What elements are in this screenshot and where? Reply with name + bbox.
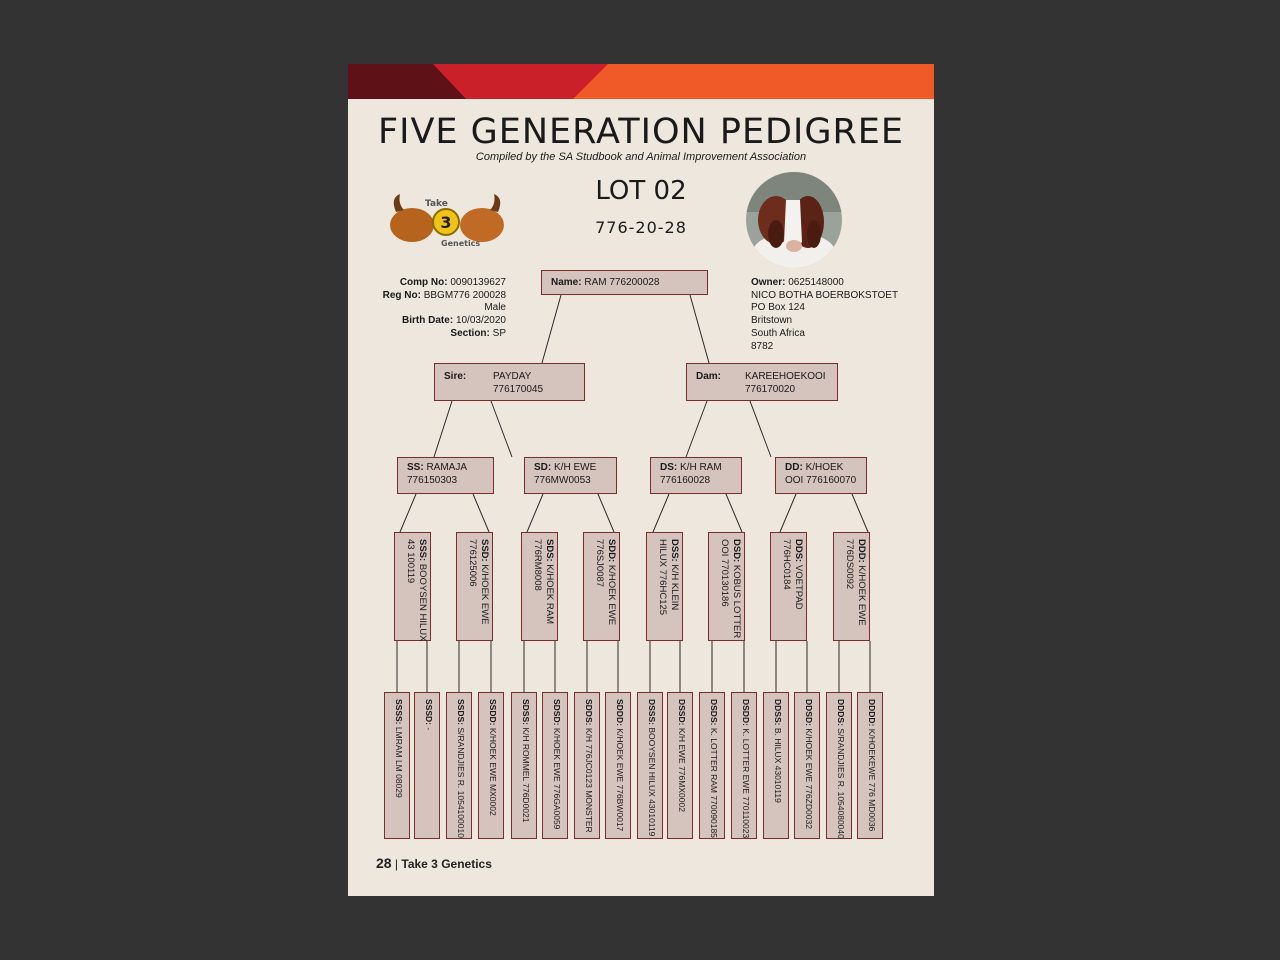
dam-box: Dam: KAREEHOEKOOI 776170020 (686, 363, 838, 401)
gen3-sdd-box: SDD: K/HOEK EWE 776SJ0087 (583, 532, 620, 641)
gen2-ds-box: DS: K/H RAM 776160028 (650, 457, 742, 494)
gen3-ssd-box: SSD: K/HOEK EWE 776125006 (456, 532, 493, 641)
gen3-dds-box: DDS: VOETPAD 776HC0184 (770, 532, 807, 641)
animal-name-box: Name: RAM 776200028 (541, 270, 708, 295)
owner-name: NICO BOTHA BOERBOKSTOET (751, 289, 899, 301)
owner-address-line: PO Box 124 (751, 302, 805, 314)
page-subtitle: Compiled by the SA Studbook and Animal Improvement Association (475, 151, 807, 163)
gen4-dssd-box: DSSD: K/H EWE 776MX0002 (667, 692, 693, 839)
gen3-dss-box: DSS: K/H KLEIN HILUX 776HC125 (646, 532, 683, 641)
owner-address-line: Britstown (751, 315, 793, 327)
sex-row: Male (484, 302, 506, 314)
gen4-ddss-box: DDSS: B. HILUX 43010119 (763, 692, 789, 839)
page-footer (376, 855, 492, 871)
svg-text:Genetics: Genetics (441, 239, 481, 248)
gen4-dsdd-box: DSDD: K. LOTTER EWE 770110023 (731, 692, 757, 839)
brochure-page (348, 64, 934, 896)
comp-number-row: Comp No: 0090139627 (399, 277, 506, 288)
gen3-ddd-box: DDD: K/HOEK EWE 776DS0092 (833, 532, 870, 641)
svg-text:Take: Take (425, 199, 448, 209)
gen2-ss-box: SS: RAMAJA 776150303 (397, 457, 494, 494)
gen4-ddsd-box: DDSD: K/HOEK EWE 776ZD0032 (794, 692, 820, 839)
owner-phone-row: Owner: 0625148000 (751, 277, 844, 288)
gen4-dsss-box: DSSS: BOOYSEN HILUX 43010119 (637, 692, 663, 839)
gen4-sssd-box: SSSD: - (414, 692, 440, 839)
reg-number-row: Reg No: BBGM776 200028 (382, 289, 506, 301)
page-title: FIVE GENERATION PEDIGREE (377, 112, 904, 152)
gen4-dsds-box: DSDS: K. LOTTER RAM 770090185 (699, 692, 725, 839)
gen4-sdss-box: SDSS: K/H ROMMEL 776D0021 (511, 692, 537, 839)
birth-date-row: Birth Date: 10/03/2020 (402, 315, 506, 327)
gen4-ssds-box: SSDS: S/RANDJIES R. 1054100010 (446, 692, 472, 839)
gen3-sds-box: SDS: K/HOEK RAM 776RM8008 (521, 532, 558, 641)
gen2-sd-box: SD: K/H EWE 776MW0053 (524, 457, 617, 494)
svg-text:3: 3 (440, 213, 452, 232)
lot-number: 776-20-28 (595, 218, 687, 237)
footer-text: Take 3 Genetics (401, 857, 492, 871)
gen4-ssss-box: SSSS: LMRAM LM 08029 (384, 692, 410, 839)
section-row: Section: SP (450, 327, 506, 339)
owner-postal-code: 8782 (751, 340, 774, 352)
gen4-dddd-box: DDDD: K/HOEKEWE 776 MD0036 (857, 692, 883, 839)
gen3-dsd-box: DSD: KOBUS LOTTER OOI 770130186 (708, 532, 745, 641)
gen4-ddds-box: DDDS: S/RANDJIES R. 1054080040 (826, 692, 852, 839)
gen4-ssdd-box: SSDD: K/HOEK EWE MX0002 (478, 692, 504, 839)
owner-address-line: South Africa (751, 327, 805, 339)
gen2-dd-box: DD: K/HOEK OOI 776160070 (775, 457, 867, 494)
gen4-sdsd-box: SDSD: K/HOEK EWE 776GA0059 (542, 692, 568, 839)
gen4-sdds-box: SDDS: K/H 776JC0123 MONSTER (574, 692, 600, 839)
gen3-sss-box: SSS: BOOYSEN HILUX 43 100119 (394, 532, 431, 641)
page-number: 28 (376, 855, 392, 871)
lot-label: LOT 02 (595, 176, 687, 206)
footer-separator: | (394, 857, 399, 871)
sire-box: Sire: PAYDAY 776170045 (434, 363, 585, 401)
gen4-sddd-box: SDDD: K/HOEK EWE 776BW0017 (605, 692, 631, 839)
